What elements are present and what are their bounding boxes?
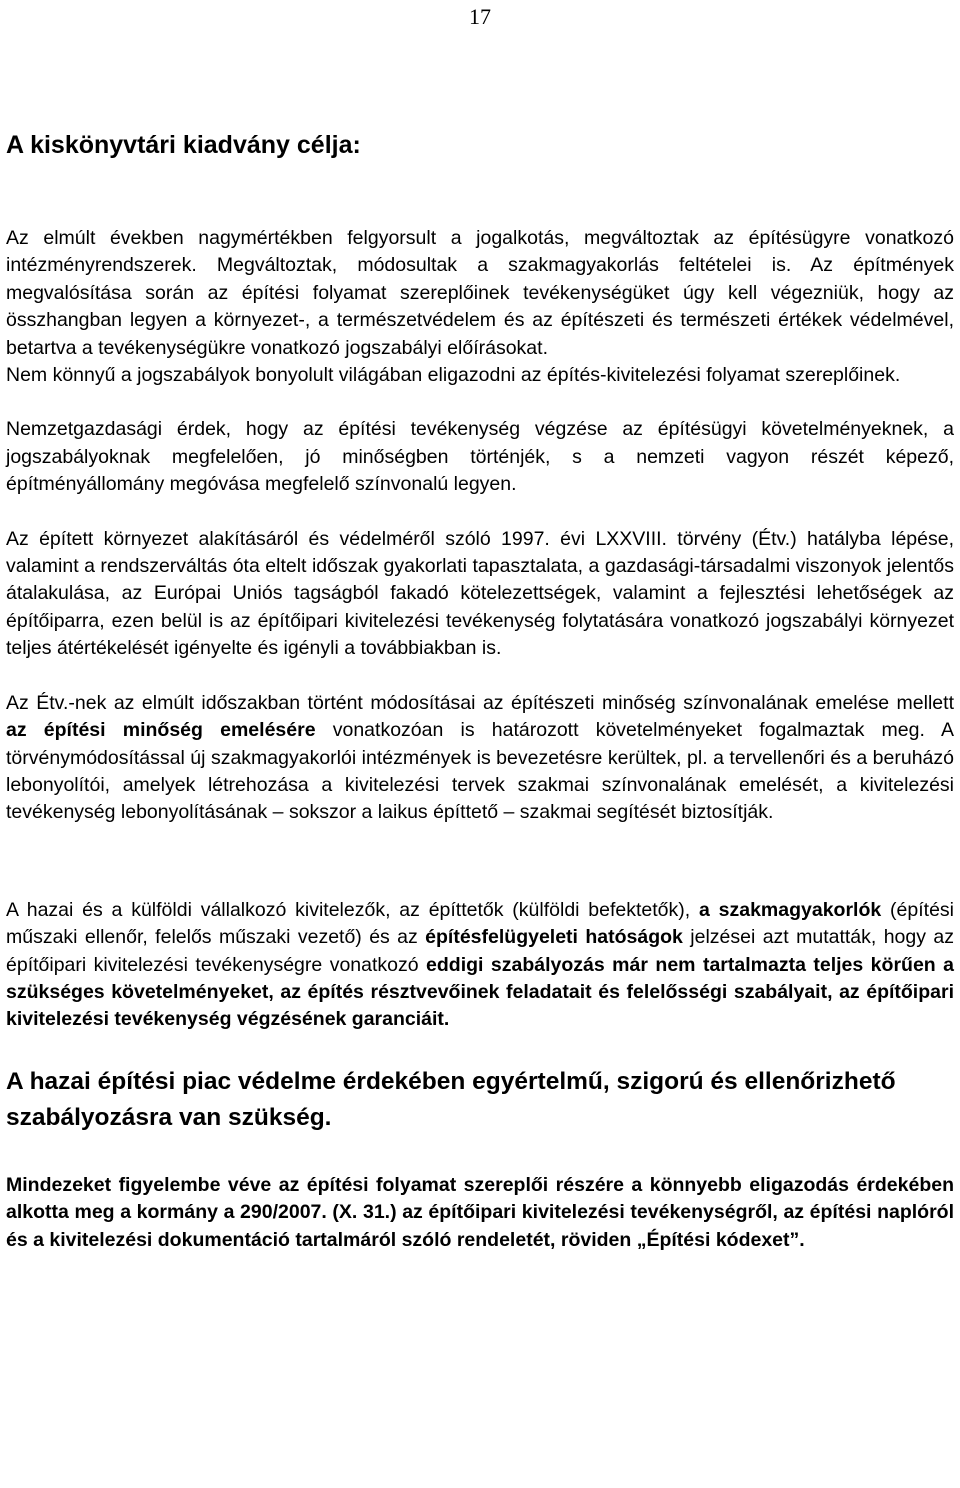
paragraph-contractors <box>6 897 954 1034</box>
document-body <box>6 128 954 1254</box>
paragraph-etv-amendments <box>6 690 954 827</box>
p6-bold-1: a szakmagyakorlók <box>699 898 882 921</box>
page-number: 17 <box>469 4 491 29</box>
highlight-statement: A hazai építési piac védelme érdekében egyértelmű, szigorú és ellenőrizhető szabályozásra van szükség. <box>6 1067 896 1131</box>
paragraph-national-interest: Nemzetgazdasági érdek, hogy az építési tevékenység végzése az építésügyi követelményeknek, a jogszabályoknak megfelelően, jó minőségben történjék, s a nemzeti vagyon részét képező, építményállomány megóvása megfelelő színvonalú legyen. <box>6 418 954 496</box>
page-title: A kiskönyvtári kiadvány célja: <box>6 131 361 159</box>
p5-bold-1: az építési minőség emelésére <box>6 719 316 742</box>
paragraph-etv-law: Az épített környezet alakításáról és védelméről szóló 1997. évi LXXVIII. törvény (Étv.) hatályba lépése, valamint a rendszerváltás óta eltelt időszak gyakorlati tapasztalata, a gazdasági-társadalmi viszonyok jelentős átalakulása, az Európai Uniós tagságból fakadó kötelezettségek, valamint a fejlesztési lehetőségek az építőiparra, ezen belül is az építőipari kivitelezési tevékenység folytatására vonatkozó jogszabályi környezet teljes átértékelését igényelte és igényli a továbbiakban is. <box>6 527 954 660</box>
p6-text-1: A hazai és a külföldi vállalkozó kivitelezők, az építtetők (külföldi befektetők), <box>6 898 699 921</box>
p5-text-2: vonatkozóan is határozott követelményeket fogalmaztak meg. A törvénymódosítással új szakmagyakorlói intézmények is bevezetésre kerültek, pl. a tervellenőri és a beruházó lebonyolítói, amelyek létrehozása a kivitelezési tervek szakmai színvonalának emelését, a kivitelezési tevékenység lebonyolításának – sokszor a laikus építtető – szakmai segítését biztosítják. <box>6 719 955 824</box>
p6-text-3: jelzései azt mutatták, hogy az építőipari kivitelezési tevékenységre vonatkozó <box>6 926 954 976</box>
paragraph-intro: Az elmúlt években nagymértékben felgyorsult a jogalkotás, megváltoztak az építésügyre vonatkozó intézményrendszerek. Megváltoztak, módosultak a szakmagyakorlás feltételei is. Az építmények megvalósítása során az építési folyamat szereplőinek tevékenységüket úgy kell végezniük, hogy az összhangban legyen a környezet-, a természetvédelem és az építészeti és természeti értékek védelmével, betartva a tevékenységükre vonatkozó jogszabályi előírásokat. <box>6 227 954 359</box>
p6-bold-3: eddigi szabályozás már nem tartalmazta teljes körűen a szükséges követelményeket, az építés résztvevőinek feladatait és felelősségi szabályait, az építőipari kivitelezési tevékenység végzésének garanciáit. <box>6 953 954 1031</box>
p6-bold-2: építésfelügyeleti hatóságok <box>425 926 683 949</box>
p5-text-1: Az Étv.-nek az elmúlt időszakban történt módosításai az építészeti minőség színvonalának emelése mellett <box>6 691 954 714</box>
paragraph-difficulty: Nem könnyű a jogszabályok bonyolult világában eligazodni az építés-kivitelezési folyamat szereplőinek. <box>6 364 901 387</box>
paragraph-building-code: Mindezeket figyelembe véve az építési folyamat szereplői részére a könnyebb eligazodás érdekében alkotta meg a kormány a 290/2007. (X. 31.) az építőipari kivitelezési tevékenységről, az építési naplóról és a kivitelezési dokumentáció tartalmáról szóló rendeletét, röviden „Építési kódexet”. <box>6 1173 954 1251</box>
p6-text-2: (építési műszaki ellenőr, felelős műszaki vezető) és az <box>6 898 954 949</box>
